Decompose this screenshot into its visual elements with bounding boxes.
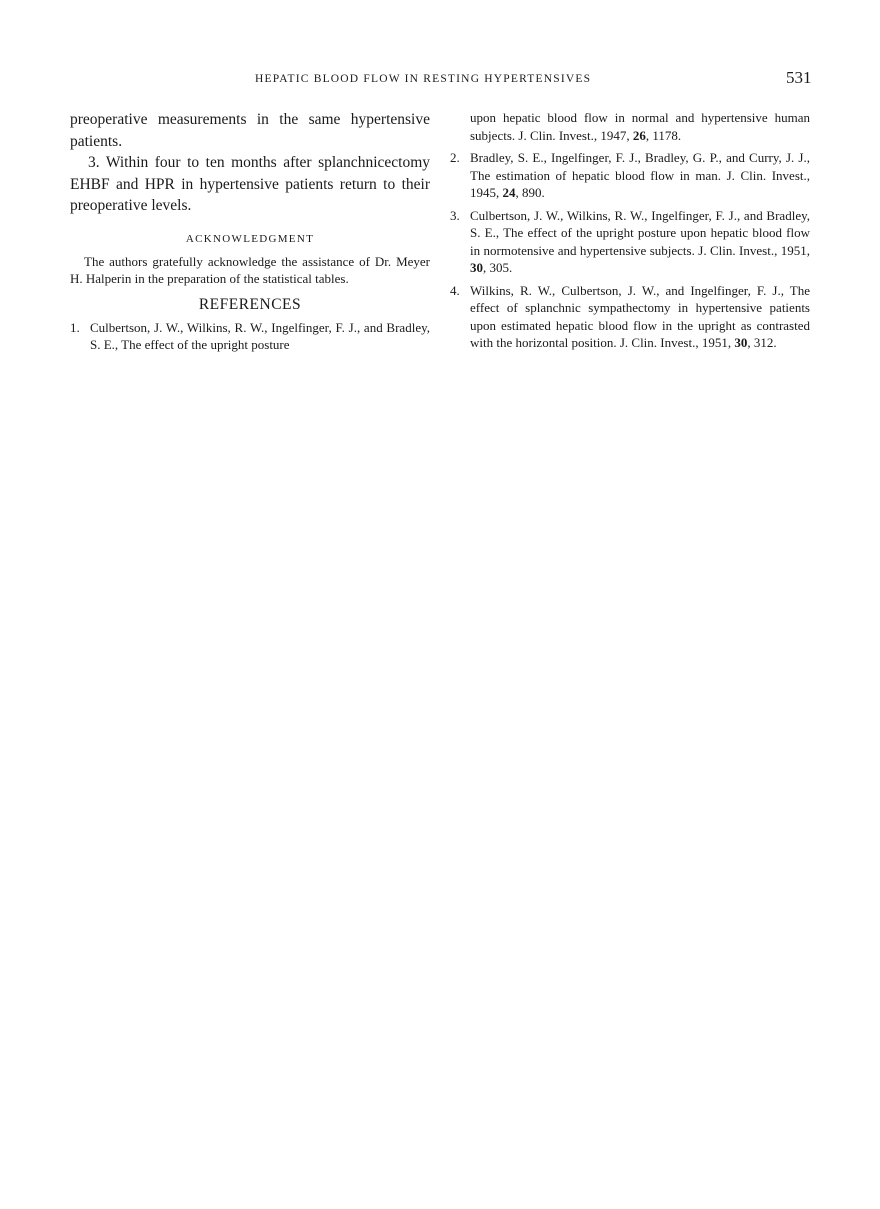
reference-2	[450, 149, 810, 202]
continued-paragraph: preoperative measurements in the same hypertensive patients.	[70, 111, 430, 150]
reference-number: 4.	[450, 282, 460, 298]
reference-number: 1.	[70, 319, 80, 335]
reference-pages: , 890.	[515, 185, 545, 200]
reference-text: Culbertson, J. W., Wilkins, R. W., Ingelfinger, F. J., and Bradley, S. E., The effect of the upright posture upon hepatic blood flow in normotensive and hypertensive subjects. J. Clin. Invest., 1951,	[470, 207, 810, 258]
reference-number: 2.	[450, 150, 460, 165]
reference-volume: 30	[734, 335, 748, 350]
reference-pages: , 312.	[747, 335, 777, 350]
reference-text: Culbertson, J. W., Wilkins, R. W., Ingelfinger, F. J., and Bradley, S. E., The effect of the upright posture	[90, 319, 430, 352]
reference-text: Wilkins, R. W., Culbertson, J. W., and Ingelfinger, F. J., The effect of splanchnic sympathectomy in hypertensive patients upon estimated hepatic blood flow in the upright as contrasted with the horizontal position. J. Clin. Invest., 1951,	[470, 282, 810, 350]
reference-volume: 24	[502, 185, 516, 200]
reference-pages: , 305.	[483, 260, 513, 275]
reference-1-continued	[450, 109, 810, 144]
reference-volume: 30	[470, 260, 483, 275]
reference-1	[70, 319, 430, 354]
acknowledgment-heading: ACKNOWLEDGMENT	[185, 232, 315, 245]
reference-pages: , 1178.	[645, 127, 682, 143]
acknowledgment-text: The authors gratefully acknowledge the assistance of Dr. Meyer H. Halperin in the preparation of the statistical tables.	[70, 253, 430, 286]
running-head: HEPATIC BLOOD FLOW IN RESTING HYPERTENSIVES	[255, 73, 592, 85]
reference-volume: 26	[632, 127, 646, 143]
right-column	[450, 111, 810, 357]
reference-3	[450, 207, 810, 277]
left-column	[70, 109, 430, 359]
reference-4	[450, 282, 810, 352]
summary-point-3: 3. Within four to ten months after splanchnicectomy EHBF and HPR in hypertensive patients return to their preoperative levels.	[70, 154, 430, 214]
references-heading: REFERENCES	[198, 295, 302, 313]
page-number: 531	[786, 68, 812, 87]
reference-text: Bradley, S. E., Ingelfinger, F. J., Bradley, G. P., and Curry, J. J., The estimation of hepatic blood flow in man. J. Clin. Invest., 1945,	[470, 150, 810, 200]
reference-text: upon hepatic blood flow in normal and hypertensive human subjects. J. Clin. Invest., 1947,	[470, 110, 810, 143]
reference-number: 3.	[450, 207, 460, 223]
